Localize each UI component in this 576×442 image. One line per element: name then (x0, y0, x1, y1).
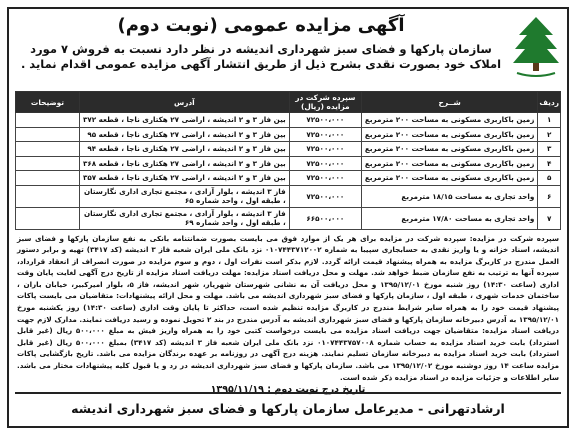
row-address: بین فاز ۳ و ۲ اندیشه ، اراضی ۲۷ هکتاری ناجا ، قطعه ۳۵۷ (79, 171, 289, 186)
row-description: زمین باکاربری مسکونی به مساحت ۲۰۰ مترمربع (361, 113, 537, 128)
row-notes (16, 185, 80, 207)
row-deposit: ۷۲۵۰۰،۰۰۰ (289, 142, 361, 157)
col-header-address: آدرس (79, 92, 289, 113)
row-address: بین فاز ۳ و ۲ اندیشه ، اراضی ۲۷ هکتاری ناجا ، قطعه ۳۷۲ (79, 113, 289, 128)
row-number: ۶ (538, 185, 561, 207)
row-number: ۴ (538, 156, 561, 171)
row-address: بین فاز ۳ و ۲ اندیشه ، اراضی ۲۷ هکتاری ناجا ، قطعه ۳۶۸ (79, 156, 289, 171)
row-description: زمین باکاربری مسکونی به مساحت ۲۰۰ مترمربع (361, 171, 537, 186)
row-deposit: ۷۲۵۰۰،۰۰۰ (289, 185, 361, 207)
row-deposit: ۷۲۵۰۰،۰۰۰ (289, 171, 361, 186)
table-row (16, 127, 561, 142)
header (15, 13, 561, 89)
row-address: فاز ۳ اندیشه ، بلوار آزادی ، مجتمع تجاری اداری نگارستان ، طبقه اول ، واحد شماره ۶۹ (79, 207, 289, 229)
row-deposit: ۷۲۵۰۰،۰۰۰ (289, 113, 361, 128)
col-header-deposit: سپرده شرکت در مزایده (ریال) (289, 92, 361, 113)
row-notes (16, 142, 80, 157)
tender-conditions: سپرده شرکت در مزایده: سپرده شرکت در مزایده برای هر یک از موارد فوق می بایست بصورت ضمانتنامه بانکی به نفع سازمان پارکها و فضای سبز اندیشه، اسناد خزانه و یا واریز نقدی به حسابجاری سپیبا به شماره ۰۱۰۷۴۴۳۷۱۲۰۰۲ نزد بانک ملی ایران شعبه فاز ۳ اندیشه (کد ۳۴۱۷) تهیه و برابر دستور العمل مندرج در کاربرگ مزایده به همراه پیشنهاد قیمت ارائه گردد. لازم بذکر است نفرات اول ، دوم و سوم مزایده در صورت انصراف از انعقاد قرارداد، سپرده آنها به ترتیب به نفع سازمان ضبط خواهد شد. مهلت و محل دریافت اسناد مزایده: مهلت دریافت اسناد مزایده از تاریخ درج آگهی لغایت پایان وقت اداری (ساعت ۱۴:۳۰) روز شنبه مورخ ۱۳۹۵/۱۲/۰۱ و محل دریافت آن به نشانی شهرستان شهریار، شهر اندیشه، فاز ۵، بلوار امیرکبیر، خیابان باران ، ساختمان خدمات شهری ، طبقه اول ، سازمان پارکها و فضای سبز شهرداری اندیشه می باشد. مهلت و محل ارائه پیشنهادات: متقاضیان می بایست پاکات پیشنهاد قیمت خود را به همراه سایر شرایط مندرج در کاربرگ مزایده تنظیم شده است، حداکثر تا پایان وقت اداری (ساعت ۱۴:۳۰) روز یکشنبه مورخ ۱۳۹۵/۱۲/۰۱ به آدرس دبیرخانه سازمان پارکها و فضای سبز شهرداری اندیشه به آدرس مندرج در بند ۲ تحویل نموده و رسید دریافت نمایند. مدارک لازم جهت دریافت اسناد مزایده: متقاضیان جهت دریافت اسناد مزایده می بایست درخواست کتبی خود را به همراه واریز فیش به مبلغ ۵۰۰،۰۰۰ ریال (غیر قابل استرداد) بابت خرید اسناد مزایده به حساب شماره ۰۱۰۷۴۴۳۷۵۷۰۰۸ نزد بانک ملی ایران شعبه فاز ۳ اندیشه (کد ۳۴۱۷) بمبلغ ۵۰۰،۰۰۰ ریال (غیر قابل استرداد) بابت خرید اسناد مزایده به دبیرخانه سازمان تسلیم نمایند. هزینه درج آگهی در روزنامه بر عهده برندگان مزایده می باشد. تاریخ بازگشایی پاکات مزایده ساعت ۱۴ روز دوشنبه مورخ ۱۳۹۵/۱۲/۰۲ می باشد. سازمان پارکها و فضای سبز شهرداری اندیشه در رد و یا قبول کلیه پیشنهادات مختار می باشد. سایر اطلاعات و جزئیات مزایده در اسناد مزایده ذکر شده است. (17, 233, 560, 382)
col-header-row-number: ردیف (538, 92, 561, 113)
col-header-notes: توضیحات (16, 92, 80, 113)
row-notes (16, 127, 80, 142)
table-row (16, 156, 561, 171)
row-notes (16, 207, 80, 229)
table-row (16, 185, 561, 207)
signature-footer: ارشادتهرانی - مدیرعامل سازمان پارکها و فضای سبز شهرداری اندیشه (15, 392, 561, 422)
ad-subtitle: سازمان پارکها و فضای سبز شهرداری اندیشه در نظر دارد نسبت به فروش ۷ مورد املاک خود بصورت نقدی بشرح ذیل از طریق انتشار آگهی مزایده عمومی اقدام نماید . (20, 42, 502, 71)
row-address: بین فاز ۳ و ۲ اندیشه ، اراضی ۲۷ هکتاری ناجا ، قطعه ۹۴ (79, 142, 289, 157)
row-description: واحد تجاری به مساحت ۱۸/۱۵ مترمربع (361, 185, 537, 207)
row-description: واحد تجاری به مساحت ۱۷/۸۰ مترمربع (361, 207, 537, 229)
row-description: زمین باکاربری مسکونی به مساحت ۲۰۰ مترمربع (361, 127, 537, 142)
table-row (16, 113, 561, 128)
row-number: ۷ (538, 207, 561, 229)
table-row (16, 207, 561, 229)
row-number: ۳ (538, 142, 561, 157)
table-row (16, 171, 561, 186)
row-number: ۱ (538, 113, 561, 128)
row-address: بین فاز ۳ و ۲ اندیشه ، اراضی ۲۷ هکتاری ناجا ، قطعه ۹۵ (79, 127, 289, 142)
items-table (15, 91, 561, 230)
row-deposit: ۷۲۵۰۰،۰۰۰ (289, 156, 361, 171)
row-address: فاز ۳ اندیشه ، بلوار آزادی ، مجتمع تجاری اداری نگارستان ، طبقه اول ، واحد شماره ۶۵ (79, 185, 289, 207)
row-notes (16, 113, 80, 128)
row-notes (16, 156, 80, 171)
table-row (16, 142, 561, 157)
row-deposit: ۷۲۵۰۰،۰۰۰ (289, 127, 361, 142)
row-description: زمین باکاربری مسکونی به مساحت ۲۰۰ مترمربع (361, 142, 537, 157)
row-description: زمین باکاربری مسکونی به مساحت ۲۰۰ مترمربع (361, 156, 537, 171)
tender-ad (7, 7, 569, 428)
col-header-description: شــرح (361, 92, 537, 113)
publish-date: تاریخ درج نوبت دوم : ۱۳۹۵/۱۱/۱۹ (210, 384, 366, 396)
table-header-row (16, 92, 561, 113)
row-notes (16, 171, 80, 186)
tree-emblem-icon (511, 13, 561, 79)
header-text (15, 13, 507, 72)
row-number: ۲ (538, 127, 561, 142)
row-deposit: ۶۶۵۰۰،۰۰۰ (289, 207, 361, 229)
row-number: ۵ (538, 171, 561, 186)
ad-title: آگهی مزایده عمومی (نوبت دوم) (117, 15, 405, 36)
